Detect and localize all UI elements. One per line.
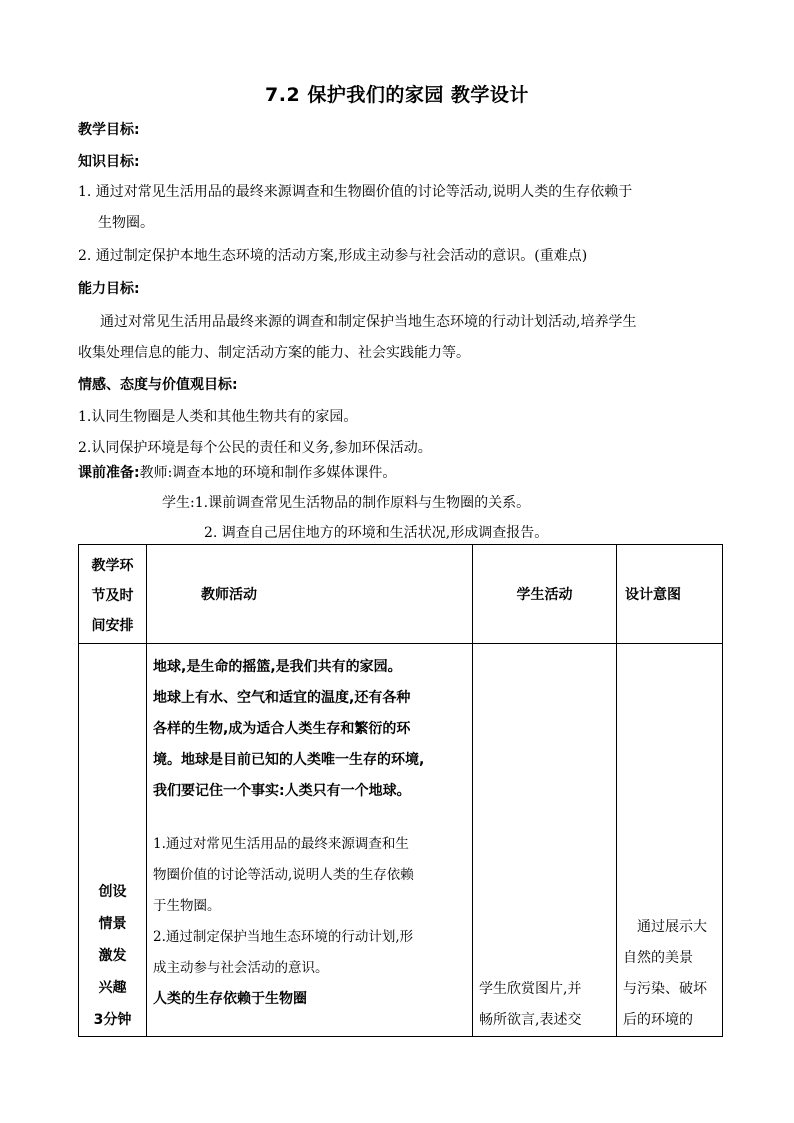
design-intent-line: 通过展示大 xyxy=(637,919,707,935)
ability-item-1: 通过对常见生活用品最终来源的调查和制定保护当地生态环境的行动计划活动,培养学生 xyxy=(100,314,637,330)
knowledge-item-1-cont: 生物圈。 xyxy=(98,215,154,231)
student-activity-cell xyxy=(473,644,617,1037)
stage-text: 3分钟 xyxy=(93,1012,132,1028)
lesson-table xyxy=(78,544,723,1037)
ability-heading: 能力目标: xyxy=(78,281,140,297)
header-stage-line: 教学环 xyxy=(91,558,134,574)
design-intent-line: 与污染、破坏 xyxy=(623,981,707,997)
prep-teacher: 教师:调查本地的环境和制作多媒体课件。 xyxy=(139,465,397,481)
teacher-objectives xyxy=(153,829,466,984)
prep-student-1: 学生:1.课前调查常见生活物品的制作原料与生物圈的关系。 xyxy=(162,495,531,511)
stage-cell xyxy=(79,644,147,1037)
teacher-intro xyxy=(153,652,466,807)
header-stage-line: 间安排 xyxy=(91,618,134,634)
header-design: 设计意图 xyxy=(617,545,723,644)
emotion-item-1: 1.认同生物圈是人类和其他生物共有的家园。 xyxy=(78,409,358,425)
emotion-item-2: 2.认同保护环境是每个公民的责任和义务,参加环保活动。 xyxy=(78,440,432,456)
knowledge-heading: 知识目标: xyxy=(78,154,140,170)
teacher-objective-line: 物圈价值的讨论等活动,说明人类的生存依赖 xyxy=(153,867,414,883)
prep-student-2: 2. 调查自己居住地方的环境和生活状况,形成调查报告。 xyxy=(204,525,549,541)
design-intent-line: 自然的美景 xyxy=(623,950,693,966)
stage-text: 兴趣 xyxy=(98,980,127,996)
header-teacher: 教师活动 xyxy=(147,545,473,644)
ability-item-1-cont: 收集处理信息的能力、制定活动方案的能力、社会实践能力等。 xyxy=(78,345,470,361)
teacher-intro-line: 地球,是生命的摇篮,是我们共有的家园。 xyxy=(153,659,402,675)
emotion-heading: 情感、态度与价值观目标: xyxy=(78,377,238,393)
design-intent-line: 后的环境的 xyxy=(623,1012,693,1028)
stage-text: 激发 xyxy=(98,948,127,964)
header-student: 学生活动 xyxy=(473,545,617,644)
knowledge-item-2: 2. 通过制定保护本地生态环境的活动方案,形成主动参与社会活动的意识。(重难点) xyxy=(78,248,588,264)
teacher-intro-line: 地球上有水、空气和适宜的温度,还有各种 xyxy=(153,690,411,706)
knowledge-item-1: 1. 通过对常见生活用品的最终来源调查和生物圈价值的讨论等活动,说明人类的生存依赖于 xyxy=(78,184,633,200)
stage-text: 情景 xyxy=(98,916,127,932)
goals-heading: 教学目标: xyxy=(78,122,140,138)
student-activity-line: 学生欣赏图片,并 xyxy=(479,981,582,997)
table-header-row xyxy=(79,545,723,644)
student-activity-line: 畅所欲言,表述交 xyxy=(479,1012,582,1028)
page-title: 7.2 保护我们的家园 教学设计 xyxy=(265,84,529,106)
teacher-intro-line: 各样的生物,成为适合人类生存和繁衍的环 xyxy=(153,721,411,737)
design-intent-cell xyxy=(617,644,723,1037)
teacher-objective-line: 2.通过制定保护当地生态环境的行动计划,形 xyxy=(153,929,414,945)
teacher-objective-line: 于生物圈。 xyxy=(153,898,221,914)
teacher-intro-line: 我们要记住一个事实:人类只有一个地球。 xyxy=(153,783,411,799)
teacher-topic: 人类的生存依赖于生物圈 xyxy=(153,991,307,1007)
header-stage xyxy=(79,545,147,644)
prep-line xyxy=(78,462,396,482)
table-row xyxy=(79,644,723,1037)
stage-text: 创设 xyxy=(98,884,127,900)
header-stage-line: 节及时 xyxy=(91,588,134,604)
teacher-objective-line: 1.通过对常见生活用品的最终来源调查和生 xyxy=(153,836,409,852)
teacher-intro-line: 境。地球是目前已知的人类唯一生存的环境, xyxy=(153,752,425,768)
prep-label: 课前准备: xyxy=(78,465,140,481)
teacher-objective-line: 成主动参与社会活动的意识。 xyxy=(153,960,329,976)
teacher-activity-cell xyxy=(147,644,473,1037)
